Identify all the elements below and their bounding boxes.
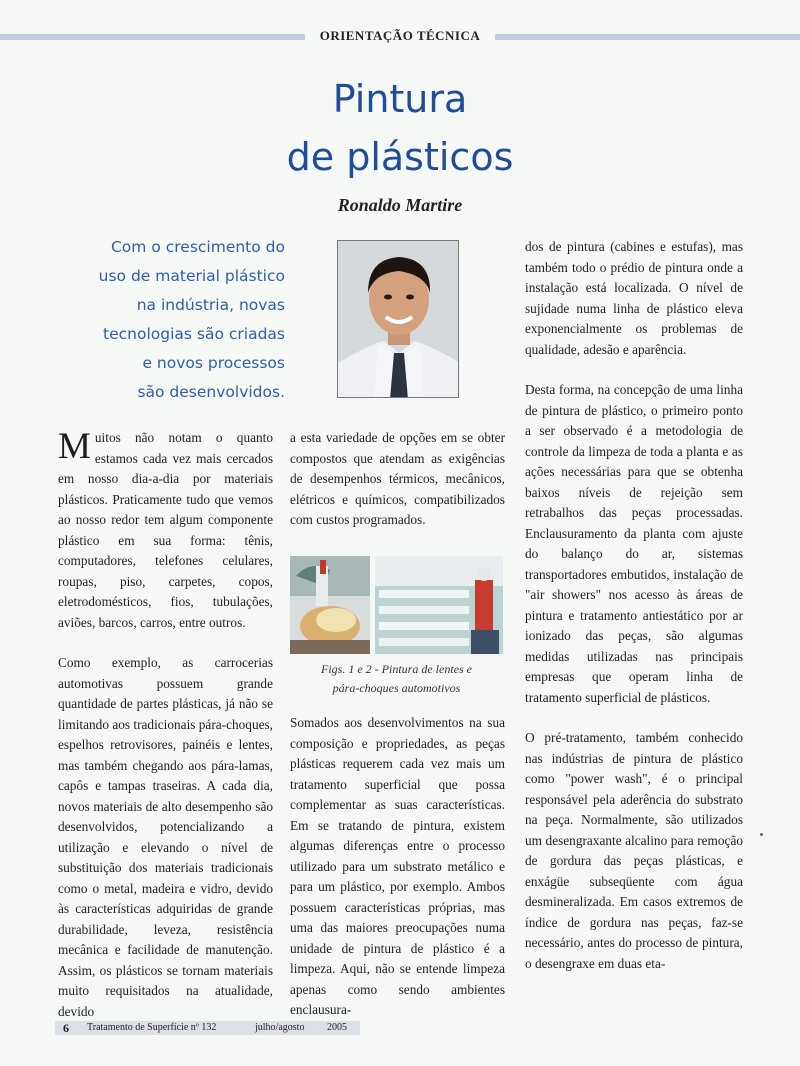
bumper-painting-icon xyxy=(375,556,503,654)
paragraph xyxy=(58,428,273,633)
author-name: Ronaldo Martire xyxy=(337,195,463,215)
header-bar-left xyxy=(0,34,305,40)
magazine-name: Tratamento de Superfície nº 132 xyxy=(87,1022,217,1033)
drop-cap: M xyxy=(58,426,91,467)
title-line-2: de plásticos xyxy=(286,135,514,179)
lead-line: Com o crescimento do xyxy=(110,238,285,256)
column-1 xyxy=(58,428,273,1042)
header-bar-right xyxy=(495,34,800,40)
lead-line: são desenvolvidos. xyxy=(137,383,285,401)
lead-line: na indústria, novas xyxy=(136,296,285,314)
lead-line: e novos processos xyxy=(142,354,285,372)
paragraph-text: uitos não notam o quanto estamos cada vez mais cercados em nosso dia-a-dia por materiais plásticos. Praticamente tudo que vemos ao nosso redor tem algum componente plástico em sua forma: tênis, computadores, telefones celulares, roupas, piso, carpetes, copos, eletrodomésticos, fios, tubulações, aviões, barcos, carros, entre outros. xyxy=(58,430,273,630)
column-3 xyxy=(525,237,743,994)
figure-images xyxy=(290,556,503,654)
paragraph: Somados aos desenvolvimentos na sua composição e propriedades, as peças plásticas requerem cada vez mais um tratamento superficial que possa complementar as suas características. Em se tratando de pintura, existem algumas diferenças entre o processo utilizado para um substrato metálico e para um plástico, por exemplo. Ambos possuem características próprias, mas uma das maiores preocupações numa unidade de pintura de plástico é a limpeza. Aqui, não se entende limpeza apenas como sendo ambientes enclausura- xyxy=(290,715,505,1017)
column-2-top xyxy=(290,428,505,551)
issue-month: julho/agosto xyxy=(255,1022,305,1033)
paragraph: dos de pintura (cabines e estufas), mas também todo o prédio de pintura onde a instalação está localizada. O nível de sujidade numa linha de plástico eleva exponencialmente os problemas de qualidade, adesão e aparência. xyxy=(525,239,743,357)
speck xyxy=(760,833,763,836)
page-number: 6 xyxy=(63,1021,69,1035)
issue-year: 2005 xyxy=(327,1022,347,1033)
bumper-painting-image xyxy=(375,556,503,654)
lead-line: tecnologias são criadas xyxy=(103,325,285,343)
lens-painting-image xyxy=(290,556,370,654)
page-footer xyxy=(55,1021,360,1035)
paragraph: Desta forma, na concepção de uma linha de pintura de plástico, o primeiro ponto a ser observado é a metodologia de controle da limpeza de toda a planta e as ações necessárias para que se obtenha baixos níveis de rejeição sem retrabalhos das peças processadas. Enclausuramento da planta com ajuste do balanço do ar, sistemas transportadores embutidos, instalação de "air showers" nos acesso às áreas de pintura e tratamento antiestático por ar ionizado das peças, são algumas medidas utilizadas nas principais empresas que operam linha de tratamento superficial de plásticos. xyxy=(525,382,743,705)
article-title xyxy=(200,70,600,186)
author-photo xyxy=(337,240,459,398)
paragraph: a esta variedade de opções em se obter compostos que atendam as exigências de desempenhos térmicos, mecânicos, elétricos e químicos, compatibilizados com custos programados. xyxy=(290,430,505,527)
lead-line: uso de material plástico xyxy=(98,267,285,285)
column-2-bottom xyxy=(290,713,505,1041)
caption-line: Figs. 1 e 2 - Pintura de lentes e xyxy=(321,662,472,676)
section-label: ORIENTAÇÃO TÉCNICA xyxy=(319,28,481,43)
title-line-1: Pintura xyxy=(332,77,468,121)
lead-paragraph xyxy=(60,233,285,407)
paragraph: Como exemplo, as carrocerias automotivas possuem grande quantidade de partes plásticas, já não se limitando aos tradicionais pára-choques, espelhos retrovisores, painéis e lentes, mas também chegando aos pára-lamas, capôs e tampas traseiras. A cada dia, novos materiais de alto desempenho são desenvolvidos, potencializando a utilização e elevando o nível de substituição dos materiais tradicionais como o metal, madeira e vidro, devido às características adquiridas de grande durabilidade, leveza, resistência mecânica e facilidade de manutenção. Assim, os plásticos se tornam materiais muito requisitados na atualidade, devido xyxy=(58,655,273,1019)
author-portrait-icon xyxy=(338,241,459,398)
caption-line: pára-choques automotivos xyxy=(332,681,461,695)
figure-caption xyxy=(290,660,503,698)
lens-painting-icon xyxy=(290,556,370,654)
section-header xyxy=(0,28,800,46)
paragraph: O pré-tratamento, também conhecido nas indústrias de pintura de plástico como "power wash", é o principal responsável pela aderência do substrato na peça. Normalmente, são utilizados um desengraxante alcalino para remoção de gordura das peças plásticas, e enxágüe subseqüente com água desmineralizada. Em casos extremos de índice de gordura nas peças, faz-se necessário, antes do processo de pintura, o desengraxe em duas eta- xyxy=(525,730,743,971)
